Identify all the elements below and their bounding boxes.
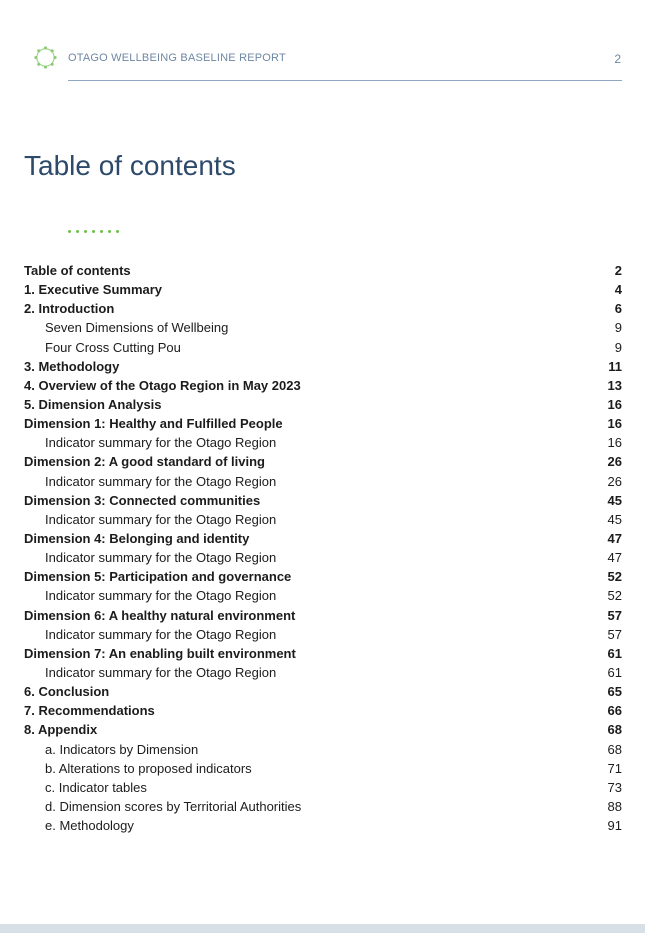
toc-entry-label: 4. Overview of the Otago Region in May 2023 (24, 377, 301, 393)
toc-entry-label: Indicator summary for the Otago Region (45, 626, 277, 642)
toc-entry-page: 2 (614, 263, 622, 278)
accent-dot (68, 230, 71, 233)
toc-entry[interactable] (24, 359, 622, 378)
toc-entry-page: 68 (607, 741, 622, 757)
toc-entry-label: 6. Conclusion (24, 684, 110, 700)
toc-entry-page: 26 (607, 454, 622, 470)
toc-entry[interactable] (24, 282, 622, 301)
toc-entry[interactable] (24, 550, 622, 569)
toc-entry-label: Four Cross Cutting Pou (45, 339, 181, 355)
toc-entry-label: Indicator summary for the Otago Region (45, 588, 277, 604)
toc-entry[interactable] (24, 512, 622, 531)
toc-entry-page: 4 (614, 282, 622, 298)
toc-entry-label: e. Methodology (45, 818, 134, 834)
page-title: Table of contents (24, 150, 236, 181)
toc-entry-page: 66 (607, 703, 622, 719)
toc-entry[interactable] (24, 454, 622, 473)
toc-entry[interactable] (24, 588, 622, 607)
toc-entry-label: Indicator summary for the Otago Region (45, 550, 277, 566)
toc-entry[interactable] (24, 761, 622, 780)
toc-entry-page: 71 (607, 760, 622, 776)
toc-entry[interactable] (24, 378, 622, 397)
toc-entry-label: Indicator summary for the Otago Region (45, 664, 277, 680)
header-divider (68, 80, 622, 81)
toc-entry[interactable] (24, 474, 622, 493)
toc-entry-page: 16 (607, 435, 622, 451)
toc-entry[interactable] (24, 263, 622, 282)
toc-entry-page: 88 (607, 798, 622, 814)
accent-dot (100, 230, 103, 233)
toc-entry-label: Dimension 2: A good standard of living (24, 454, 265, 470)
toc-entry-label: 5. Dimension Analysis (24, 396, 162, 412)
toc-entry[interactable] (24, 665, 622, 684)
toc-entry-page: 91 (607, 818, 622, 834)
report-title: OTAGO WELLBEING BASELINE REPORT (68, 52, 286, 64)
toc-entry[interactable] (24, 608, 622, 627)
toc-entry[interactable] (24, 320, 622, 339)
toc-entry-page: 9 (614, 320, 622, 336)
page-header (0, 0, 645, 90)
toc-entry-label: Seven Dimensions of Wellbeing (45, 320, 229, 336)
toc-entry-page: 61 (607, 664, 622, 680)
toc-entry-page: 45 (607, 511, 622, 527)
toc-entry-page: 16 (607, 416, 622, 432)
toc-entry-page: 13 (607, 377, 622, 393)
toc-entry-label: Indicator summary for the Otago Region (45, 511, 277, 527)
toc-entry-page: 65 (607, 684, 622, 700)
toc-entry-label: d. Dimension scores by Territorial Authorities (45, 798, 302, 814)
table-of-contents (24, 263, 622, 837)
toc-entry-page: 45 (607, 492, 622, 508)
toc-entry-label: 1. Executive Summary (24, 282, 163, 298)
toc-entry[interactable] (24, 722, 622, 741)
accent-dot (84, 230, 87, 233)
toc-entry[interactable] (24, 818, 622, 837)
toc-entry[interactable] (24, 397, 622, 416)
accent-dots (68, 230, 119, 233)
toc-entry-page: 73 (607, 779, 622, 795)
accent-dot (92, 230, 95, 233)
page-number: 2 (614, 52, 621, 66)
toc-entry[interactable] (24, 627, 622, 646)
toc-entry-page: 11 (608, 358, 622, 374)
toc-entry-page: 47 (607, 530, 622, 546)
accent-dot (116, 230, 119, 233)
toc-entry[interactable] (24, 435, 622, 454)
toc-entry-page: 61 (607, 645, 622, 661)
otago-wreath-logo-icon (33, 45, 58, 70)
accent-dot (108, 230, 111, 233)
toc-entry-label: b. Alterations to proposed indicators (45, 760, 252, 776)
toc-entry[interactable] (24, 799, 622, 818)
page-bottom-bar (0, 924, 645, 933)
toc-entry-label: c. Indicator tables (45, 779, 147, 795)
toc-entry[interactable] (24, 416, 622, 435)
toc-entry[interactable] (24, 569, 622, 588)
toc-entry-label: Dimension 7: An enabling built environment (24, 645, 296, 661)
toc-entry-label: 8. Appendix (24, 722, 98, 738)
toc-entry-label: Indicator summary for the Otago Region (45, 435, 277, 451)
toc-entry-page: 57 (607, 626, 622, 642)
toc-entry[interactable] (24, 780, 622, 799)
toc-entry-page: 52 (607, 569, 622, 585)
toc-entry-page: 9 (614, 339, 622, 355)
toc-entry[interactable] (24, 340, 622, 359)
toc-entry-label: Table of contents (24, 263, 131, 278)
toc-entry-label: 3. Methodology (24, 358, 120, 374)
toc-entry-label: Dimension 3: Connected communities (24, 492, 261, 508)
toc-entry[interactable] (24, 301, 622, 320)
toc-entry-label: 7. Recommendations (24, 703, 155, 719)
toc-entry-page: 16 (607, 396, 622, 412)
toc-entry-page: 52 (607, 588, 622, 604)
toc-entry[interactable] (24, 493, 622, 512)
toc-entry-page: 6 (614, 301, 622, 317)
toc-entry[interactable] (24, 684, 622, 703)
toc-entry-label: Dimension 5: Participation and governance (24, 569, 292, 585)
toc-entry[interactable] (24, 703, 622, 722)
toc-entry-label: Dimension 6: A healthy natural environment (24, 607, 296, 623)
toc-entry-label: a. Indicators by Dimension (45, 741, 199, 757)
toc-entry-page: 47 (607, 550, 622, 566)
toc-entry[interactable] (24, 742, 622, 761)
accent-dot (76, 230, 79, 233)
toc-entry-label: Indicator summary for the Otago Region (45, 473, 277, 489)
toc-entry-label: Dimension 4: Belonging and identity (24, 530, 250, 546)
toc-entry-label: 2. Introduction (24, 301, 115, 317)
toc-entry-page: 68 (607, 722, 622, 738)
toc-entry-label: Dimension 1: Healthy and Fulfilled People (24, 416, 283, 432)
toc-entry[interactable] (24, 531, 622, 550)
toc-entry-page: 57 (607, 607, 622, 623)
toc-entry-page: 26 (607, 473, 622, 489)
toc-entry[interactable] (24, 646, 622, 665)
